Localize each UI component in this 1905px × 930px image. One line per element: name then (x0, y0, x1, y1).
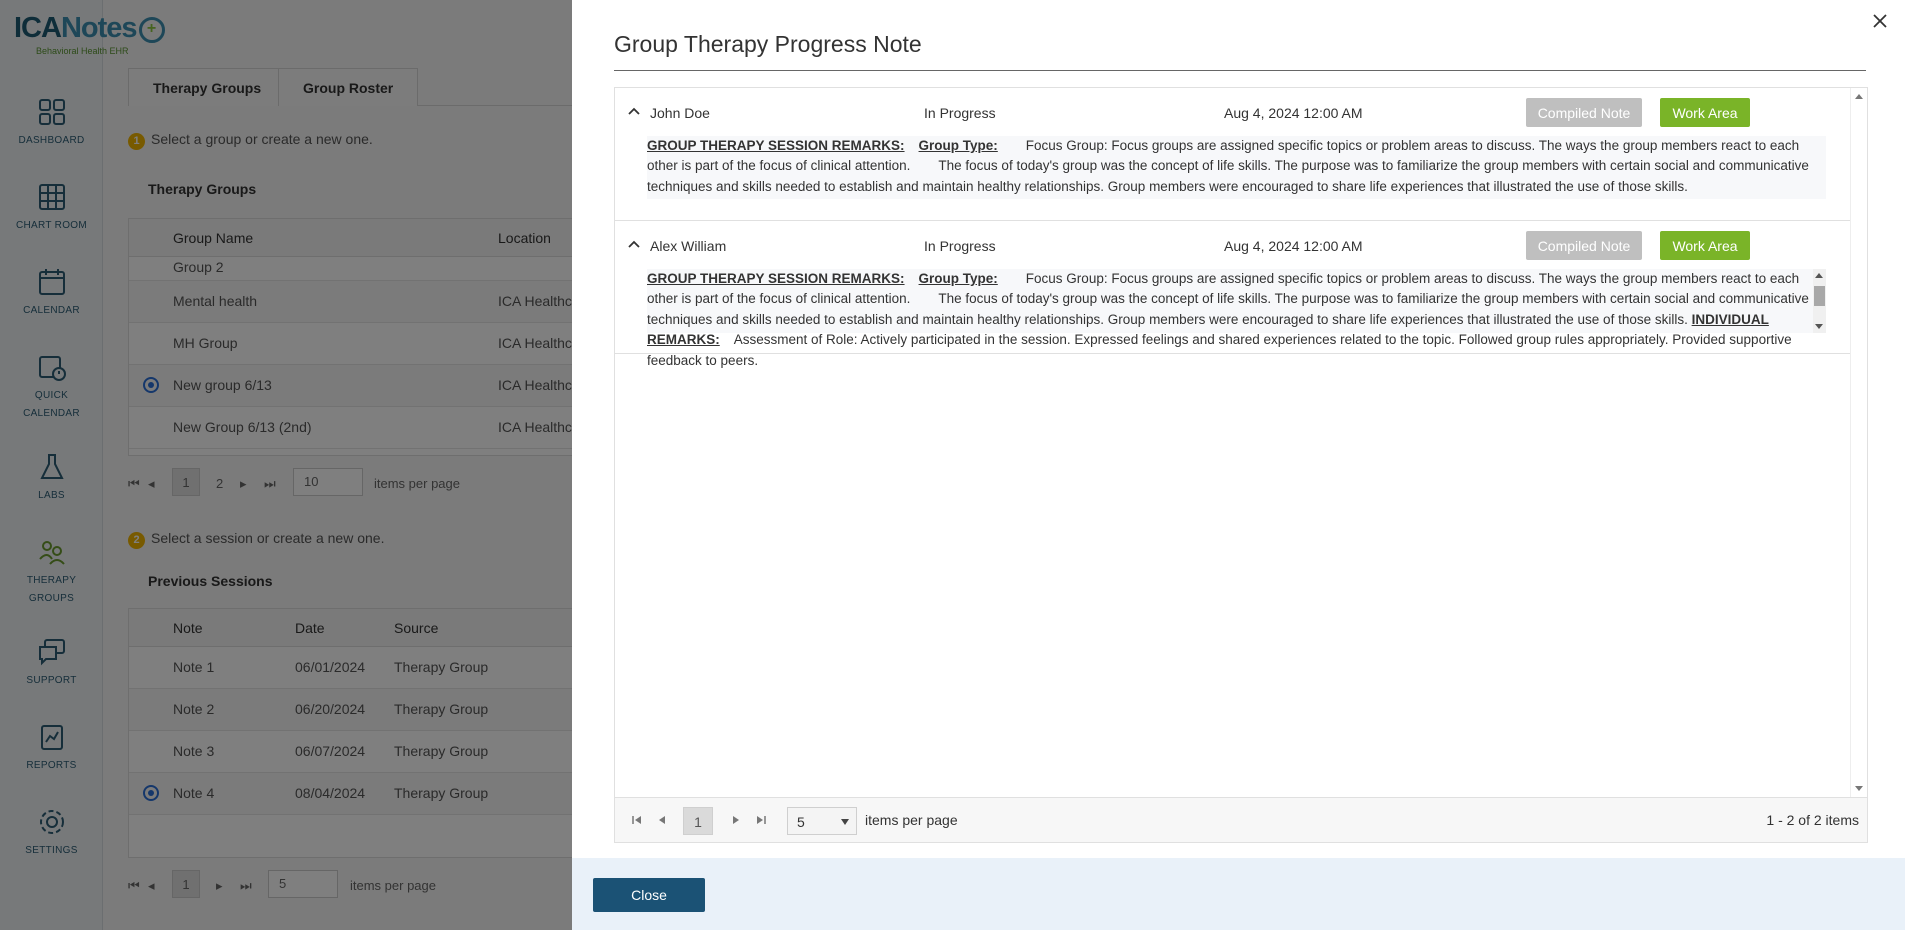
scrollbar-thumb[interactable] (1814, 286, 1825, 306)
page-size-select[interactable] (787, 807, 857, 835)
last-page-icon[interactable] (753, 812, 769, 828)
session-remarks (647, 136, 1826, 199)
page-1-button[interactable]: 1 (683, 807, 713, 835)
chevron-up-icon[interactable] (628, 240, 640, 248)
group-type-text: Focus Group: Focus groups are assigned specific topics or problem areas to discuss. The ways the group members react to each other is part of the focus of clinical attention. (647, 138, 1800, 174)
scroll-up-arrow-icon[interactable] (1815, 273, 1823, 278)
next-page-icon[interactable] (728, 812, 744, 828)
compiled-note-button[interactable]: Compiled Note (1526, 98, 1642, 127)
drawer-title: Group Therapy Progress Note (614, 31, 922, 57)
remarks-label: GROUP THERAPY SESSION REMARKS: (647, 271, 905, 286)
note-row-alex-william (615, 221, 1850, 368)
patient-name: John Doe (650, 105, 710, 121)
items-per-page-label: items per page (865, 812, 958, 828)
items-summary: 1 - 2 of 2 items (1766, 812, 1859, 828)
compiled-note-button[interactable]: Compiled Note (1526, 231, 1642, 260)
first-page-icon[interactable] (629, 812, 645, 828)
close-button[interactable]: Close (593, 878, 705, 912)
chevron-up-icon[interactable] (628, 107, 640, 115)
remarks-scrollbar[interactable] (1813, 269, 1826, 333)
focus-text: The focus of today's group was the concept of life skills. The purpose was to familiarize the group members with certain social and communicative techniques and skills needed to establish and maintain healthy relationships. Group members were encouraged to share life experiences that illustrated the use of those skills. (647, 291, 1809, 327)
scroll-down-arrow-icon[interactable] (1855, 786, 1863, 791)
title-divider (614, 70, 1866, 71)
focus-text: The focus of today's group was the concept of life skills. The purpose was to familiarize the group members with certain social and communicative techniques and skills needed to establish and maintain healthy relationships. Group members were encouraged to share life experiences that illustrated the use of those skills. (647, 158, 1809, 194)
individual-remarks-text: Assessment of Role: Actively participated in the session. Expressed feelings and shared experiences related to the topic. Followed group rules appropriately. Provided supportive feedback to peers. (647, 332, 1792, 368)
page-size-value: 5 (797, 814, 805, 830)
patient-name: Alex William (650, 238, 727, 254)
group-type-label: Group Type: (918, 271, 998, 286)
caret-down-icon (841, 819, 849, 825)
notes-pager (615, 797, 1867, 842)
note-datetime: Aug 4, 2024 12:00 AM (1224, 105, 1363, 121)
close-icon[interactable] (1869, 10, 1891, 32)
work-area-button[interactable]: Work Area (1660, 231, 1750, 260)
notes-grid-scrollbar[interactable] (1850, 88, 1867, 797)
group-type-text: Focus Group: Focus groups are assigned specific topics or problem areas to discuss. The ways the group members react to each other is part of the focus of clinical attention. (647, 271, 1800, 307)
note-status: In Progress (924, 105, 996, 121)
note-row-header (615, 88, 1850, 136)
note-row-john-doe (615, 88, 1850, 221)
drawer-footer (572, 858, 1905, 930)
work-area-button[interactable]: Work Area (1660, 98, 1750, 127)
session-remarks-scrollable[interactable] (647, 269, 1826, 368)
scroll-up-arrow-icon[interactable] (1855, 94, 1863, 99)
prev-page-icon[interactable] (654, 812, 670, 828)
group-therapy-progress-note-drawer (572, 0, 1905, 930)
group-type-label: Group Type: (918, 138, 998, 153)
note-row-header (615, 221, 1850, 269)
remarks-label: GROUP THERAPY SESSION REMARKS: (647, 138, 905, 153)
individual-remarks-label: INDIVIDUAL REMARKS: (647, 311, 1769, 348)
notes-grid (614, 87, 1868, 843)
note-status: In Progress (924, 238, 996, 254)
note-datetime: Aug 4, 2024 12:00 AM (1224, 238, 1363, 254)
notes-list (615, 88, 1867, 797)
scroll-down-arrow-icon[interactable] (1815, 324, 1823, 329)
